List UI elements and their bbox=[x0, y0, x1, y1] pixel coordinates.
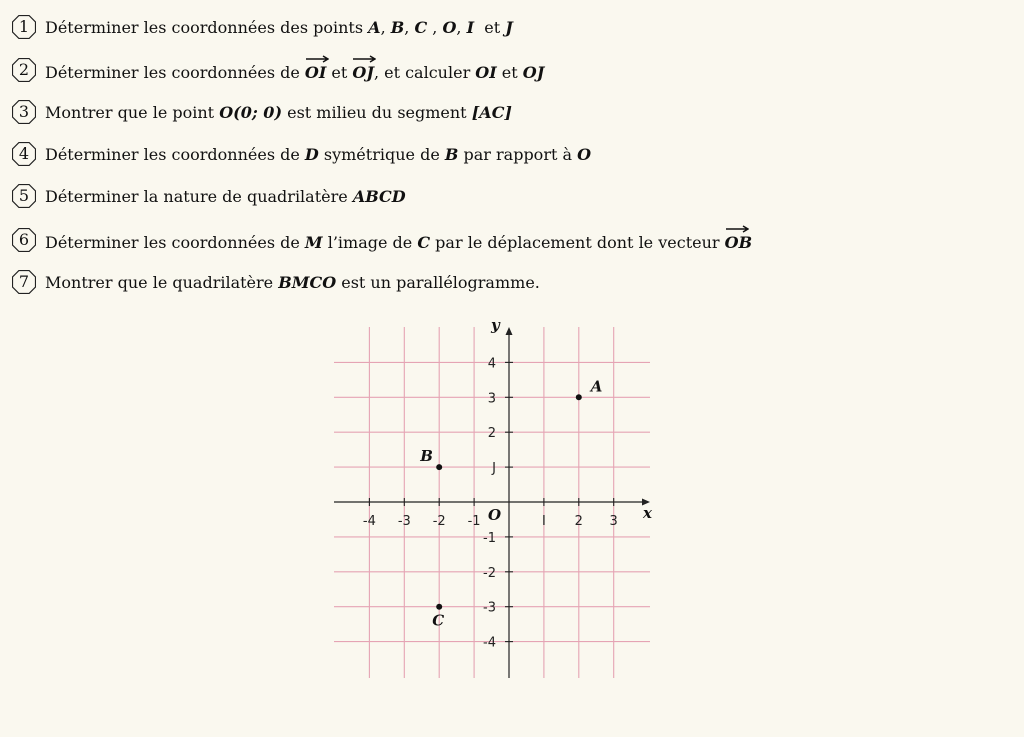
x-tick-label: -3 bbox=[397, 514, 411, 529]
point-b bbox=[436, 464, 442, 470]
math-expression: O bbox=[577, 144, 592, 164]
math-expression: O bbox=[442, 17, 457, 37]
y-tick-label: 4 bbox=[487, 356, 496, 372]
question-number: 4 bbox=[18, 144, 30, 163]
x-tick-label: 2 bbox=[574, 514, 583, 529]
math-expression: D bbox=[304, 144, 319, 164]
point-c bbox=[436, 604, 442, 610]
question-number: 6 bbox=[18, 230, 30, 249]
y-tick-label: 2 bbox=[487, 426, 496, 442]
vector-name: OB bbox=[724, 232, 753, 252]
question-text-fragment: Déterminer la nature de quadrilatère bbox=[45, 186, 353, 206]
question-text-fragment: par le déplacement dont le vecteur bbox=[430, 232, 725, 252]
math-expression: C bbox=[417, 232, 431, 252]
question-text-fragment: Déterminer les coordonnées de bbox=[45, 62, 305, 82]
question-text-fragment: , bbox=[380, 17, 391, 37]
math-expression: M bbox=[304, 232, 323, 252]
question-text-fragment: , bbox=[456, 17, 467, 37]
question-text-fragment: et bbox=[326, 62, 353, 82]
math-expression: ABCD bbox=[352, 186, 406, 206]
math-expression: J bbox=[505, 17, 513, 37]
y-tick-label: -2 bbox=[483, 565, 496, 581]
origin-label: O bbox=[488, 506, 502, 524]
math-expression: OI bbox=[475, 62, 497, 82]
question-text-fragment: est milieu du segment bbox=[282, 102, 472, 122]
question-text-fragment: Déterminer les coordonnées de bbox=[45, 144, 305, 164]
math-expression: [AC] bbox=[471, 102, 512, 122]
math-expression: B bbox=[444, 144, 459, 164]
math-expression: B bbox=[390, 17, 405, 37]
point-label-c: C bbox=[432, 611, 445, 630]
question-text-fragment: Déterminer les coordonnées de bbox=[45, 232, 305, 252]
x-tick-label: -4 bbox=[362, 514, 376, 529]
question-text-fragment: Montrer que le point bbox=[45, 102, 220, 122]
question-text-fragment: est un parallélogramme. bbox=[336, 272, 540, 292]
question-text-fragment: et bbox=[496, 62, 523, 82]
point-label-b: B bbox=[420, 447, 433, 466]
question-number: 2 bbox=[18, 60, 30, 79]
point-a bbox=[576, 394, 582, 400]
question-text-fragment: l’image de bbox=[322, 232, 418, 252]
question-text-fragment: , bbox=[404, 17, 415, 37]
question-text-fragment: , bbox=[427, 17, 443, 37]
x-axis-label: x bbox=[643, 504, 652, 522]
x-tick-label: 3 bbox=[609, 514, 618, 529]
question-text-fragment: Déterminer les coordonnées des points bbox=[45, 17, 369, 37]
math-expression: A bbox=[368, 17, 381, 37]
math-expression: OJ bbox=[522, 62, 545, 82]
vector-name: OI bbox=[304, 62, 327, 82]
question-number: 7 bbox=[18, 272, 30, 291]
vector-name: OJ bbox=[352, 62, 374, 82]
question-text-fragment: Montrer que le quadrilatère bbox=[45, 272, 279, 292]
y-tick-label: 3 bbox=[487, 391, 496, 407]
math-expression: O(0; 0) bbox=[219, 102, 283, 122]
y-tick-label: J bbox=[492, 461, 496, 477]
x-tick-label: -2 bbox=[432, 514, 446, 529]
math-expression: I bbox=[466, 17, 475, 37]
x-tick-label: -1 bbox=[467, 514, 481, 529]
point-label-a: A bbox=[590, 377, 603, 396]
y-axis-arrow-icon bbox=[506, 327, 513, 335]
question-number: 5 bbox=[18, 186, 30, 205]
x-tick-label: I bbox=[541, 514, 546, 529]
math-expression: C bbox=[414, 17, 428, 37]
question-text-fragment: , et calculer bbox=[373, 62, 476, 82]
question-number: 3 bbox=[18, 102, 30, 121]
y-tick-label: -4 bbox=[483, 635, 496, 651]
question-text-fragment: et bbox=[474, 17, 506, 37]
y-tick-label: -3 bbox=[483, 600, 496, 616]
question-number: 1 bbox=[18, 17, 30, 36]
question-text-fragment: symétrique de bbox=[318, 144, 445, 164]
y-axis-label: y bbox=[491, 316, 500, 334]
math-expression: BMCO bbox=[278, 272, 337, 292]
question-text-fragment: par rapport à bbox=[458, 144, 578, 164]
y-tick-label: -1 bbox=[483, 530, 496, 546]
